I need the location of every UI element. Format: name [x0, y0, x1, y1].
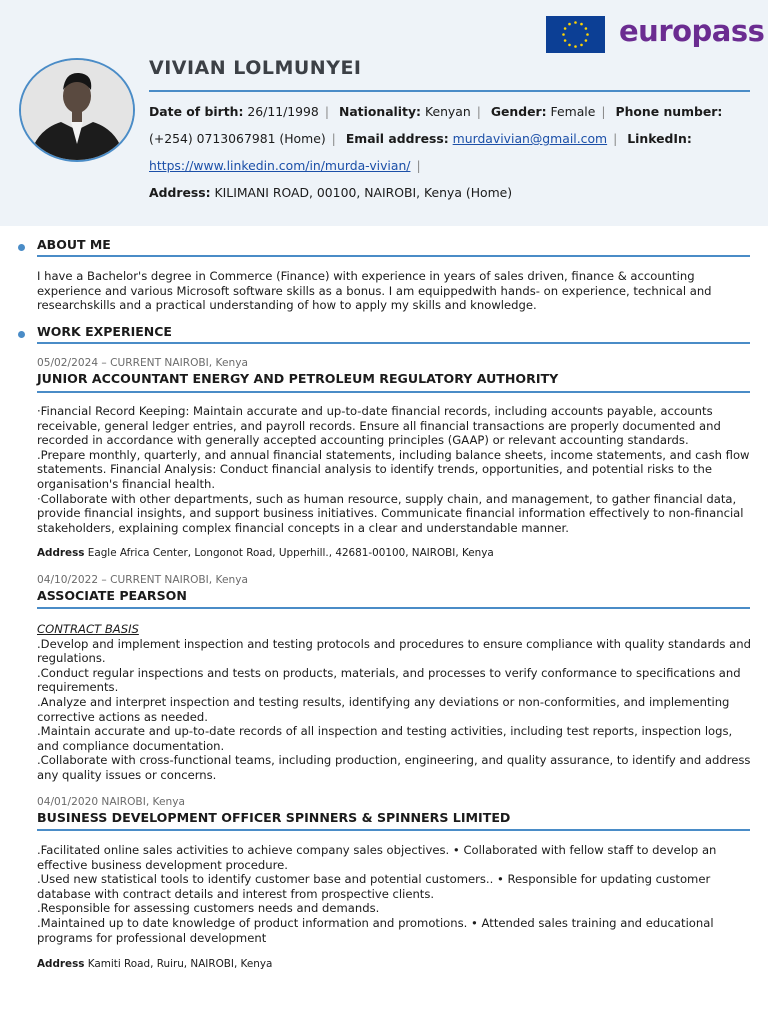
about-divider [37, 255, 750, 257]
job-description [37, 404, 752, 535]
job-title [37, 588, 187, 603]
separator: | [476, 104, 481, 119]
dob-value: 26/11/1998 [247, 104, 319, 119]
job-divider [37, 607, 750, 609]
separator: | [324, 104, 329, 119]
linkedin-label: LinkedIn: [627, 131, 692, 146]
candidate-name: VIVIAN LOLMUNYEI [149, 57, 362, 79]
address-label: Address: [149, 185, 211, 200]
job-duty-line: ·Financial Record Keeping: Maintain accurate and up-to-date financial records, including accounts payable, accounts receivable, general ledger entries, and payroll records. Ensure all financial transactions are properly documented and recorded in accordance with generally accepted accounting principles (GAAP) or relevant accounting standards. [37, 404, 721, 448]
separator: | [416, 158, 421, 173]
phone-value: (+254) 0713067981 (Home) [149, 131, 326, 146]
job-duty-line: .Conduct regular inspections and tests on products, materials, and processes to verify conformance to specifications and requirements. [37, 665, 741, 695]
linkedin-link[interactable]: https://www.linkedin.com/in/murda-vivian/ [149, 158, 411, 173]
job-role: BUSINESS DEVELOPMENT OFFICER [37, 810, 282, 825]
name-divider [149, 90, 750, 92]
job-date: 04/10/2022 – CURRENT NAIROBI, Kenya [37, 574, 248, 586]
person-silhouette-icon [21, 60, 133, 160]
job-employer: ENERGY AND PETROLEUM REGULATORY AUTHORITY [192, 371, 559, 386]
job-duty-line: ·Collaborate with other departments, such as human resource, supply chain, and management, to gather financial data, provide financial insights, and support business initiatives. Communicate financial information effectively to non-financial stakeholders, explaining complex financial concepts in a clear and understandable manner. [37, 491, 744, 535]
job-employer: PEARSON [119, 588, 187, 603]
job-address-value: Eagle Africa Center, Longonot Road, Upperhill., 42681-00100, NAIROBI, Kenya [87, 547, 494, 559]
job-duty-line: .Maintained up to date knowledge of product information and promotions. • Attended sales training and educational programs for professional development [37, 915, 714, 945]
work-title: WORK EXPERIENCE [37, 324, 172, 339]
job-title [37, 371, 558, 386]
job-role: ASSOCIATE [37, 588, 115, 603]
personal-info-line-4 [149, 185, 512, 200]
job-title [37, 810, 510, 825]
job-duty-line: .Develop and implement inspection and testing protocols and procedures to ensure compliance with quality standards and regulations. [37, 636, 751, 666]
dob-label: Date of birth: [149, 104, 244, 119]
job-duty-line: .Maintain accurate and up-to-date records of all inspection and testing activities, including test reports, inspection logs, and compliance documentation. [37, 724, 733, 753]
personal-info-line-2 [149, 131, 692, 146]
job-employer: SPINNERS & SPINNERS LIMITED [285, 810, 511, 825]
separator: | [331, 131, 336, 146]
section-bullet [18, 331, 25, 338]
job-description [37, 843, 752, 945]
personal-info-line-1 [149, 104, 722, 119]
email-label: Email address: [345, 131, 449, 146]
header-band [0, 0, 768, 226]
job-duty-line: .Prepare monthly, quarterly, and annual financial statements, including balance sheets, income statements, and cash flow statements. Financial Analysis: Conduct financial analysis to identify trends, opportunities, and potential risks to the organisation's financial health. [37, 447, 750, 491]
job-address [37, 958, 272, 970]
separator: | [601, 104, 606, 119]
job-duty-line: .Analyze and interpret inspection and testing results, identifying any deviations or non-conformities, and implementing corrective actions as needed. [37, 694, 730, 724]
job-duty-line: .Used new statistical tools to identify customer base and potential customers.. • Responsible for updating customer database with contract details and interest from prospective clients. [37, 872, 711, 901]
phone-label: Phone number: [615, 104, 723, 119]
about-title: ABOUT ME [37, 237, 111, 252]
job-address-value: Kamiti Road, Ruiru, NAIROBI, Kenya [87, 958, 273, 970]
europass-wordmark: europass [619, 14, 765, 48]
gender-value: Female [550, 104, 596, 119]
job-divider [37, 391, 750, 393]
job-divider [37, 829, 750, 831]
job-duty-line: .Responsible for assessing customers needs and demands. [37, 901, 380, 916]
email-link[interactable]: murdavivian@gmail.com [452, 131, 608, 146]
profile-photo [19, 58, 135, 162]
job-duty-line: .Facilitated online sales activities to achieve company sales objectives. • Collaborated with fellow staff to develop an effective business development procedure. [37, 843, 717, 872]
contract-type: CONTRACT BASIS [37, 622, 139, 636]
job-description [37, 622, 752, 783]
job-address [37, 547, 494, 559]
job-duty-line: .Collaborate with cross-functional teams, including production, engineering, and quality assurance, to identify and address any quality issues or concerns. [37, 753, 751, 782]
section-bullet [18, 244, 25, 251]
job-role: JUNIOR ACCOUNTANT [37, 371, 189, 386]
about-text: I have a Bachelor's degree in Commerce (Finance) with experience in years of sales driven, finance & accounting experience and various Microsoft software skills as a bonus. I am equippedwith hands- on experience, technical and researchskills and a practical understanding of how to apply my skills and knowledge. [37, 269, 712, 313]
gender-label: Gender: [490, 104, 547, 119]
job-date: 04/01/2020 NAIROBI, Kenya [37, 796, 185, 808]
job-date: 05/02/2024 – CURRENT NAIROBI, Kenya [37, 357, 248, 369]
personal-info-line-3 [149, 158, 427, 173]
separator: | [613, 131, 618, 146]
job-address-label: Address [37, 958, 85, 970]
job-address-label: Address [37, 547, 85, 559]
work-divider [37, 342, 750, 344]
nationality-label: Nationality: [338, 104, 421, 119]
nationality-value: Kenyan [424, 104, 471, 119]
eu-flag-icon [546, 16, 605, 53]
address-value: KILIMANI ROAD, 00100, NAIROBI, Kenya (Home) [214, 185, 513, 200]
